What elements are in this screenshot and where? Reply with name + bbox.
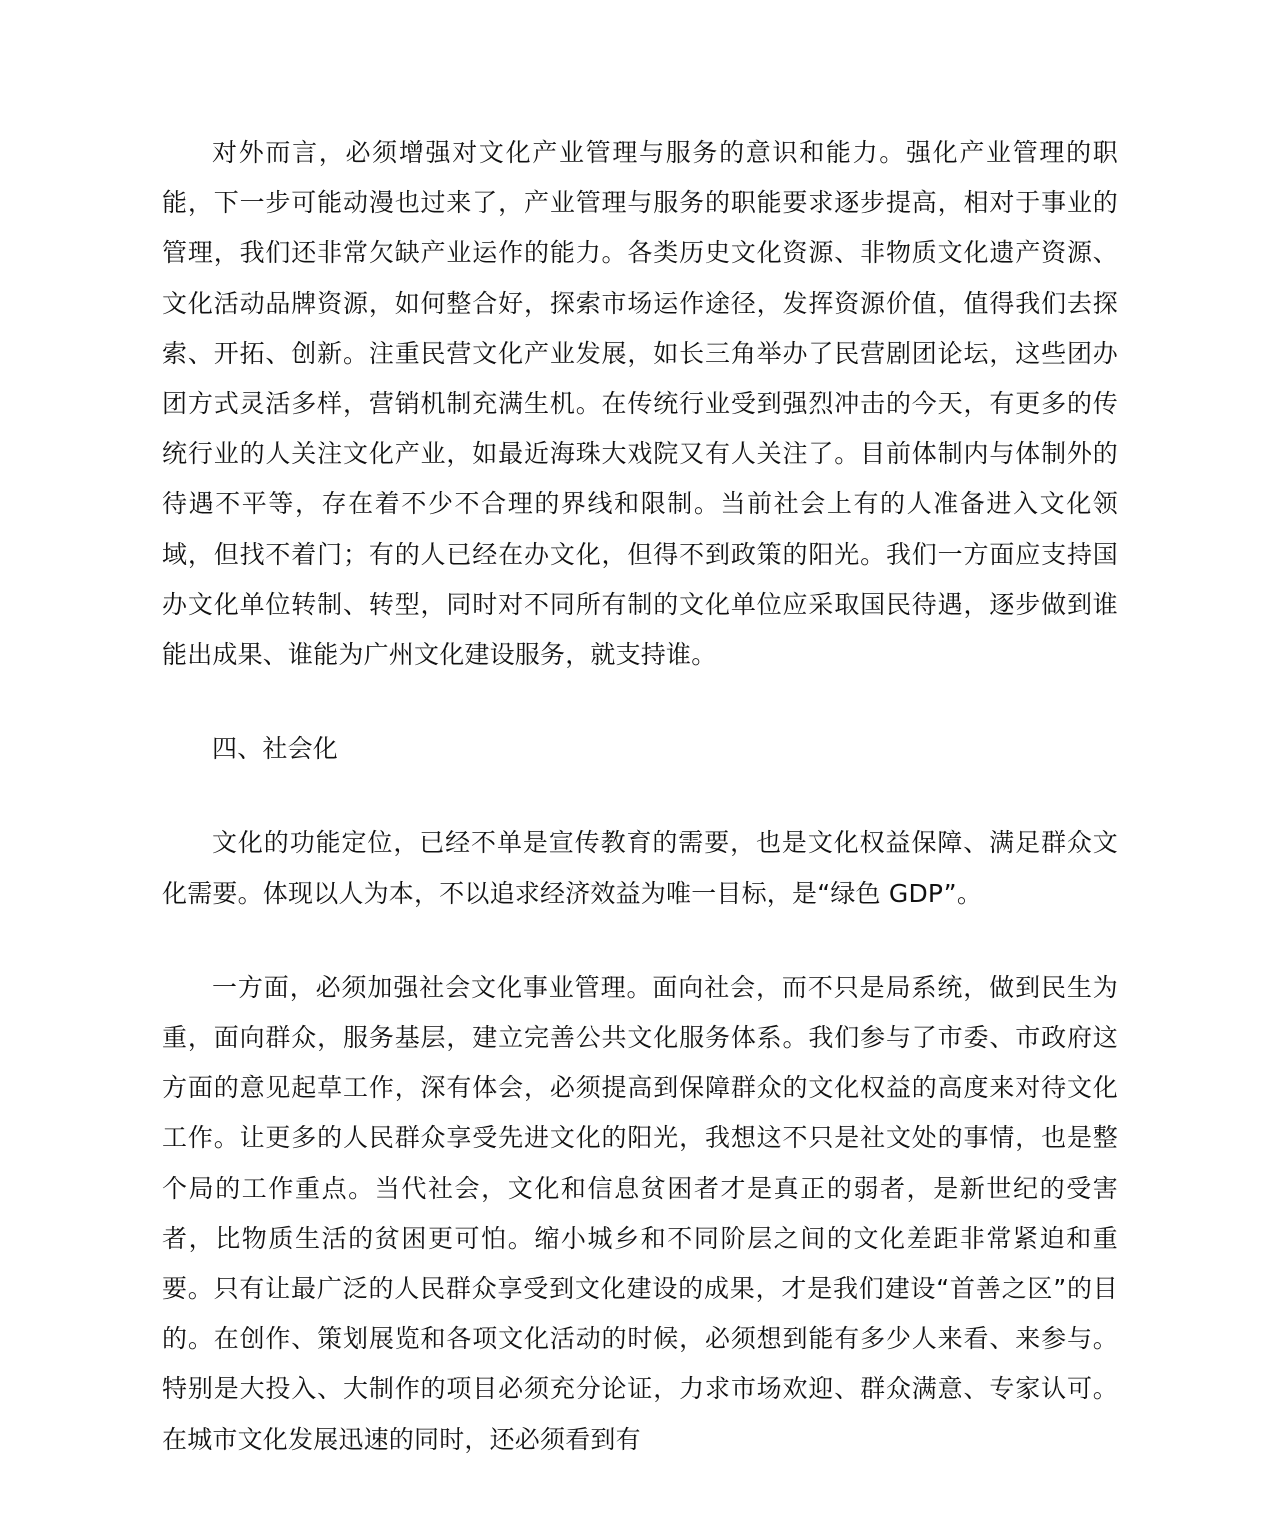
section-heading: 四、社会化	[212, 734, 339, 764]
paragraph-spacer	[162, 774, 1118, 818]
paragraph-spacer	[162, 919, 1118, 963]
paragraph-social-management: 一方面，必须加强社会文化事业管理。面向社会，而不只是局系统，做到民生为重，面向群众，服务基层，建立完善公共文化服务体系。我们参与了市委、市政府这方面的意见起草工作，深有体会，必须提高到保障群众的文化权益的高度来对待文化工作。让更多的人民群众享受先进文化的阳光，我想这不只是社文处的事情，也是整个局的工作重点。当代社会，文化和信息贫困者才是真正的弱者，是新世纪的受害者，比物质生活的贫困更可怕。缩小城乡和不同阶层之间的文化差距非常紧迫和重要。只有让最广泛的人民群众享受到文化建设的成果，才是我们建设“首善之区”的目的。在创作、策划展览和各项文化活动的时候，必须想到能有多少人来看、来参与。特别是大投入、大制作的项目必须充分论证，力求市场欢迎、群众满意、专家认可。在城市文化发展迅速的同时，还必须看到有	[162, 972, 1118, 1454]
document-page	[162, 128, 1118, 1465]
paragraph-spacer	[162, 680, 1118, 724]
paragraph-industry-management: 对外而言，必须增强对文化产业管理与服务的意识和能力。强化产业管理的职能，下一步可能动漫也过来了，产业管理与服务的职能要求逐步提高，相对于事业的管理，我们还非常欠缺产业运作的能力。各类历史文化资源、非物质文化遗产资源、文化活动品牌资源，如何整合好，探索市场运作途径，发挥资源价值，值得我们去探索、开拓、创新。注重民营文化产业发展，如长三角举办了民营剧团论坛，这些团办团方式灵活多样，营销机制充满生机。在传统行业受到强烈冲击的今天，有更多的传统行业的人关注文化产业，如最近海珠大戏院又有人关注了。目前体制内与体制外的待遇不平等，存在着不少不合理的界线和限制。当前社会上有的人准备进入文化领域，但找不着门；有的人已经在办文化，但得不到政策的阳光。我们一方面应支持国办文化单位转制、转型，同时对不同所有制的文化单位应采取国民待遇，逐步做到谁能出成果、谁能为广州文化建设服务，就支持谁。	[162, 138, 1118, 670]
paragraph-cultural-function: 文化的功能定位，已经不单是宣传教育的需要，也是文化权益保障、满足群众文化需要。体现以人为本，不以追求经济效益为唯一目标，是“绿色 GDP”。	[162, 828, 1118, 908]
